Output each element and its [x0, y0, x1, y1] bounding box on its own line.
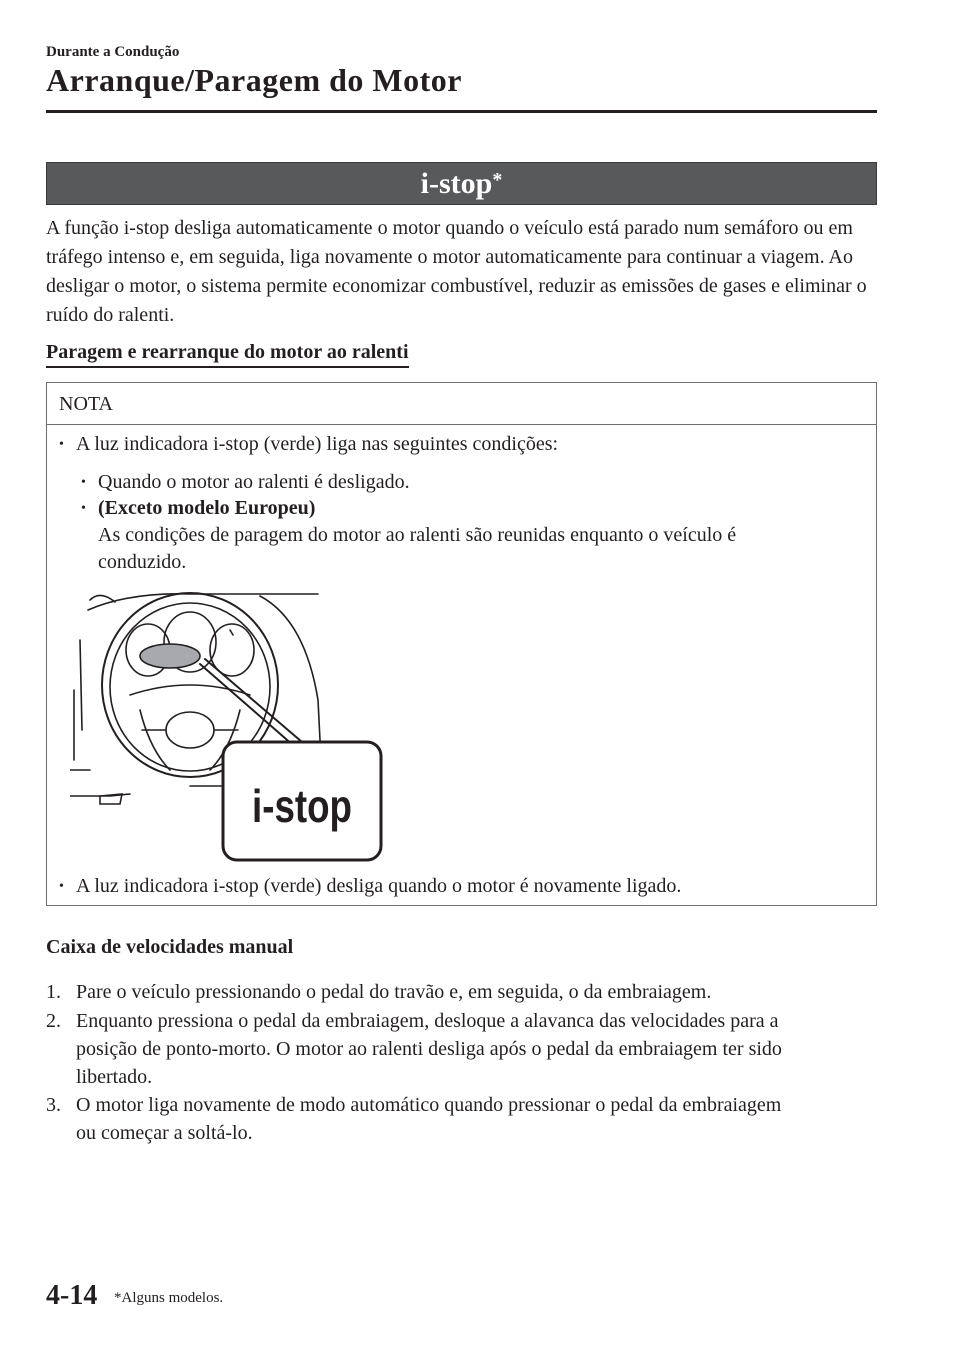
step-2-line1: Enquanto pressiona o pedal da embraiagem, desloque a alavanca das velocidades para a: [76, 1010, 779, 1032]
page-number: 4-14: [46, 1280, 98, 1311]
step-2-line2: posição de ponto-morto. O motor ao ralenti desliga após o pedal da embraiagem ter sido: [76, 1038, 782, 1060]
steering-wheel-illustration: [70, 580, 400, 870]
step-number: 2.: [46, 1010, 61, 1032]
bullet-dot: •: [59, 879, 64, 894]
manual-transmission-heading: Caixa de velocidades manual: [46, 936, 294, 958]
note-sub-bullet-2-line1: As condições de paragem do motor ao ralenti são reunidas enquanto o veículo é: [98, 524, 737, 546]
section-label: Durante a Condução: [46, 44, 180, 60]
note-heading: NOTA: [47, 383, 876, 425]
banner-asterisk: *: [492, 169, 503, 191]
step-number: 3.: [46, 1094, 61, 1116]
note-sub-bullet-2-title: (Exceto modelo Europeu): [98, 497, 316, 519]
bullet-dot: •: [81, 501, 86, 516]
bullet-dot: •: [81, 475, 86, 490]
bullet-dot: •: [59, 437, 64, 452]
step-2-line3: libertado.: [76, 1066, 153, 1088]
intro-paragraph: A função i-stop desliga automaticamente o motor quando o veículo está parado num semáforo ou em tráfego intenso e, em seguida, liga novamente o motor automaticamente para continuar a viagem. Ao desligar o motor, o sistema permite economizar combustível, reduzir as emissões de gases e eliminar o ruído do ralenti.: [46, 217, 867, 326]
note-sub-bullet-1: Quando o motor ao ralenti é desligado.: [98, 471, 410, 493]
note-bullet-1: A luz indicadora i-stop (verde) liga nas seguintes condições:: [76, 433, 559, 455]
note-bullet-2: A luz indicadora i-stop (verde) desliga quando o motor é novamente ligado.: [76, 875, 682, 897]
footnote: *Alguns modelos.: [114, 1290, 224, 1306]
section-banner: [46, 162, 877, 205]
step-3-line1: O motor liga novamente de modo automático quando pressionar o pedal da embraiagem: [76, 1094, 782, 1116]
indicator-label: i-stop: [252, 780, 352, 832]
step-1-line1: Pare o veículo pressionando o pedal do travão e, em seguida, o da embraiagem.: [76, 981, 712, 1003]
title-rule: [46, 110, 877, 113]
step-number: 1.: [46, 981, 61, 1003]
sub-heading: Paragem e rearranque do motor ao ralenti: [46, 339, 409, 368]
chapter-title: Arranque/Paragem do Motor: [46, 62, 462, 98]
banner-title: i-stop: [420, 167, 493, 200]
step-3-line2: ou começar a soltá-lo.: [76, 1122, 253, 1144]
note-sub-bullet-2-line2: conduzido.: [98, 551, 187, 573]
